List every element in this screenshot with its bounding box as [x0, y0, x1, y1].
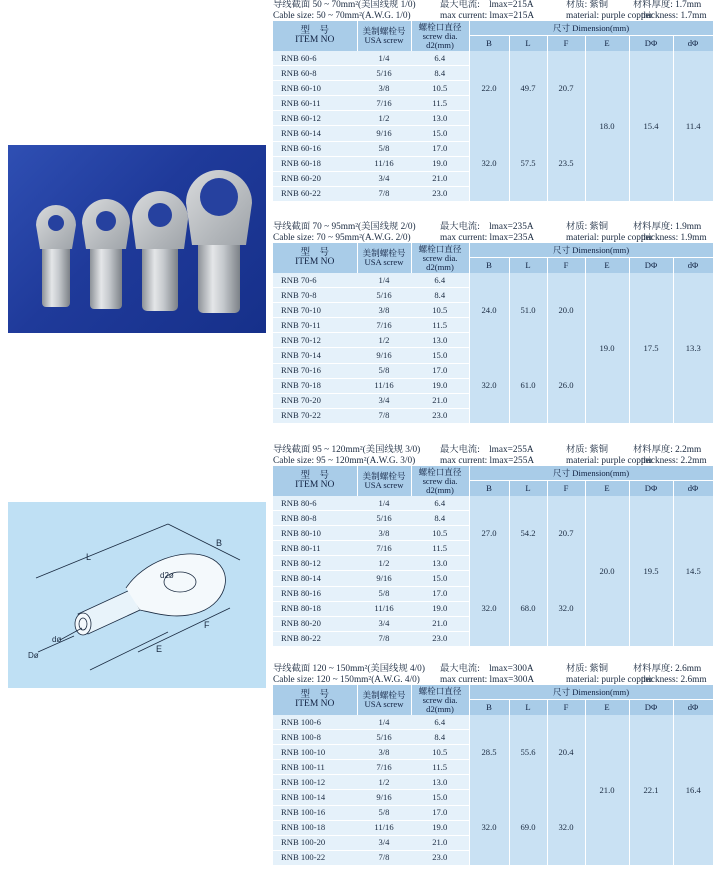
cell-screw: 5/8	[357, 141, 411, 156]
cell-diameter: 23.0	[411, 408, 469, 423]
cell-screw: 7/16	[357, 318, 411, 333]
col-item-no	[273, 466, 357, 496]
col-E: E	[585, 36, 629, 52]
cell-screw: 5/16	[357, 66, 411, 81]
cell-B: 22.0	[469, 51, 509, 126]
cell-model: RNB 100-10	[273, 745, 357, 760]
cell-screw: 5/8	[357, 363, 411, 378]
cell-model: RNB 100-14	[273, 790, 357, 805]
label-L: L	[86, 552, 92, 562]
cell-diameter: 21.0	[411, 616, 469, 631]
col-screw-en: USA screw	[364, 699, 404, 709]
cell-model: RNB 100-16	[273, 805, 357, 820]
cell-D: 17.5	[629, 273, 673, 423]
col-E: E	[585, 258, 629, 274]
spec-section	[273, 664, 713, 866]
cell-model: RNB 80-11	[273, 541, 357, 556]
cell-diameter: 10.5	[411, 303, 469, 318]
cell-diameter: 19.0	[411, 156, 469, 171]
header-material-cn: 材质: 紫铜	[566, 0, 609, 10]
col-D: DΦ	[629, 700, 673, 716]
cell-model: RNB 60-20	[273, 171, 357, 186]
col-dimension: 尺寸 Dimension(mm)	[469, 466, 713, 481]
cell-diameter: 13.0	[411, 775, 469, 790]
col-d: dΦ	[673, 481, 713, 497]
cell-B: 32.0	[469, 348, 509, 423]
cell-screw: 3/4	[357, 393, 411, 408]
cell-diameter: 15.0	[411, 348, 469, 363]
col-item-en: ITEM NO	[295, 257, 335, 267]
cell-screw: 11/16	[357, 378, 411, 393]
cell-model: RNB 70-18	[273, 378, 357, 393]
cell-d: 13.3	[673, 273, 713, 423]
header-thickness-cn: 材料厚度: 1.9mm	[633, 222, 702, 232]
cell-diameter: 11.5	[411, 541, 469, 556]
cell-diameter: 13.0	[411, 556, 469, 571]
cell-B: 32.0	[469, 571, 509, 646]
header-section-en: Cable size: 70 ~ 95mm²(A.W.G. 2/0)	[273, 232, 411, 243]
cell-model: RNB 60-10	[273, 81, 357, 96]
header-material-en: material: purple copper	[566, 674, 653, 685]
label-small-d: dø	[52, 635, 62, 644]
col-dimension: 尺寸 Dimension(mm)	[469, 685, 713, 700]
header-current-cn: 最大电流: lmax=300A	[440, 664, 534, 674]
table-row	[273, 496, 713, 511]
cell-screw: 5/16	[357, 730, 411, 745]
cell-model: RNB 80-22	[273, 631, 357, 646]
cell-diameter: 11.5	[411, 760, 469, 775]
col-dia_en1: screw dia.	[422, 475, 458, 486]
col-d: dΦ	[673, 36, 713, 52]
cell-screw: 1/4	[357, 496, 411, 511]
section-header	[273, 222, 713, 243]
product-photo	[8, 145, 266, 333]
col-L: L	[509, 36, 547, 52]
cell-F: 20.7	[547, 496, 585, 571]
cell-D: 22.1	[629, 715, 673, 865]
header-section-cn: 导线截面 70 ~ 95mm²(美国线规 2/0)	[273, 222, 416, 232]
header-material-cn: 材质: 紫铜	[566, 664, 609, 674]
col-usa-screw	[357, 466, 411, 496]
cell-diameter: 23.0	[411, 850, 469, 865]
cell-D: 19.5	[629, 496, 673, 646]
col-screw-en: USA screw	[364, 257, 404, 267]
cell-diameter: 15.0	[411, 571, 469, 586]
col-screw-cn: 美制螺栓号	[362, 26, 406, 36]
cell-diameter: 19.0	[411, 820, 469, 835]
col-item-cn: 型 号	[300, 26, 329, 36]
cell-L: 57.5	[509, 126, 547, 201]
cell-screw: 5/16	[357, 511, 411, 526]
cell-L: 51.0	[509, 273, 547, 348]
col-item-en: ITEM NO	[295, 699, 335, 709]
cell-diameter: 6.4	[411, 273, 469, 288]
col-item-cn: 型 号	[300, 690, 329, 700]
cell-screw: 3/8	[357, 526, 411, 541]
cell-diameter: 19.0	[411, 378, 469, 393]
cell-diameter: 17.0	[411, 363, 469, 378]
col-screw-dia	[411, 21, 469, 51]
col-dia_cn: 螺栓口直径	[418, 243, 462, 254]
cell-screw: 1/2	[357, 775, 411, 790]
header-material-en: material: purple copper	[566, 455, 653, 466]
cell-screw: 1/4	[357, 715, 411, 730]
cell-screw: 9/16	[357, 790, 411, 805]
header-current-en: max current: lmax=255A	[440, 455, 535, 466]
cell-model: RNB 60-6	[273, 51, 357, 66]
col-E: E	[585, 481, 629, 497]
cell-diameter: 10.5	[411, 745, 469, 760]
cell-screw: 3/8	[357, 81, 411, 96]
cell-F: 26.0	[547, 348, 585, 423]
header-material-en: material: purple copper	[566, 232, 653, 243]
cell-screw: 11/16	[357, 156, 411, 171]
cell-F: 32.0	[547, 571, 585, 646]
cell-D: 15.4	[629, 51, 673, 201]
cell-screw: 5/16	[357, 288, 411, 303]
col-item-cn: 型 号	[300, 471, 329, 481]
section-header	[273, 0, 713, 21]
cell-model: RNB 100-6	[273, 715, 357, 730]
header-current-cn: 最大电流: lmax=255A	[440, 445, 534, 455]
spec-table	[273, 21, 714, 202]
col-item-cn: 型 号	[300, 248, 329, 258]
header-material-cn: 材质: 紫铜	[566, 222, 609, 232]
col-dia_en1: screw dia.	[422, 252, 458, 263]
cell-model: RNB 80-8	[273, 511, 357, 526]
cell-model: RNB 70-8	[273, 288, 357, 303]
cell-L: 61.0	[509, 348, 547, 423]
col-dia_cn: 螺栓口直径	[418, 685, 462, 696]
spec-section	[273, 0, 713, 202]
header-current-cn: 最大电流: lmax=215A	[440, 0, 534, 10]
ring-terminal-diagram	[8, 502, 266, 688]
ring-terminals-image	[8, 145, 266, 333]
cell-model: RNB 70-16	[273, 363, 357, 378]
table-row	[273, 51, 713, 66]
cell-screw: 1/2	[357, 556, 411, 571]
table-row	[273, 715, 713, 730]
header-section-cn: 导线截面 50 ~ 70mm²(美国线规 1/0)	[273, 0, 416, 10]
cell-screw: 1/2	[357, 333, 411, 348]
col-L: L	[509, 700, 547, 716]
col-dia_en2: d2(mm)	[426, 703, 454, 714]
cell-model: RNB 60-22	[273, 186, 357, 201]
cell-diameter: 15.0	[411, 790, 469, 805]
cell-screw: 7/16	[357, 541, 411, 556]
cell-diameter: 13.0	[411, 111, 469, 126]
cell-diameter: 8.4	[411, 511, 469, 526]
col-screw-cn: 美制螺栓号	[362, 471, 406, 481]
col-screw-dia	[411, 685, 469, 715]
cell-screw: 11/16	[357, 820, 411, 835]
cell-diameter: 8.4	[411, 730, 469, 745]
cell-model: RNB 60-12	[273, 111, 357, 126]
col-E: E	[585, 700, 629, 716]
cell-d: 14.5	[673, 496, 713, 646]
cell-L: 55.6	[509, 715, 547, 790]
cell-diameter: 13.0	[411, 333, 469, 348]
col-dia_en2: d2(mm)	[426, 39, 454, 50]
cell-model: RNB 70-11	[273, 318, 357, 333]
spec-table	[273, 243, 714, 424]
header-current-en: max current: lmax=235A	[440, 232, 535, 243]
cell-model: RNB 80-10	[273, 526, 357, 541]
cell-model: RNB 60-14	[273, 126, 357, 141]
cell-model: RNB 80-6	[273, 496, 357, 511]
label-B: B	[216, 538, 223, 548]
cell-screw: 1/2	[357, 111, 411, 126]
col-L: L	[509, 258, 547, 274]
header-thickness-en: thickness: 1.7mm	[641, 10, 707, 21]
cell-diameter: 17.0	[411, 805, 469, 820]
header-thickness-cn: 材料厚度: 2.6mm	[633, 664, 702, 674]
label-F: F	[204, 620, 210, 630]
cell-model: RNB 60-8	[273, 66, 357, 81]
label-E: E	[156, 644, 163, 654]
col-dia_cn: 螺栓口直径	[418, 466, 462, 477]
cell-model: RNB 80-18	[273, 601, 357, 616]
col-D: DΦ	[629, 36, 673, 52]
cell-screw: 7/8	[357, 186, 411, 201]
cell-diameter: 6.4	[411, 496, 469, 511]
header-thickness-en: thickness: 2.2mm	[641, 455, 707, 466]
col-item-en: ITEM NO	[295, 480, 335, 490]
cell-diameter: 19.0	[411, 601, 469, 616]
section-header	[273, 664, 713, 685]
cell-diameter: 17.0	[411, 141, 469, 156]
col-dia_en1: screw dia.	[422, 694, 458, 705]
col-d: dΦ	[673, 700, 713, 716]
header-current-en: max current: lmax=215A	[440, 10, 535, 21]
cell-B: 27.0	[469, 496, 509, 571]
cell-diameter: 6.4	[411, 51, 469, 66]
cell-model: RNB 70-22	[273, 408, 357, 423]
col-item-no	[273, 21, 357, 51]
col-B: B	[469, 258, 509, 274]
cell-diameter: 10.5	[411, 526, 469, 541]
col-screw-en: USA screw	[364, 480, 404, 490]
cell-model: RNB 80-20	[273, 616, 357, 631]
header-section-en: Cable size: 50 ~ 70mm²(A.W.G. 1/0)	[273, 10, 411, 21]
cell-screw: 7/8	[357, 408, 411, 423]
terminal-xlarge	[186, 170, 252, 313]
header-section-en: Cable size: 120 ~ 150mm²(A.W.G. 4/0)	[273, 674, 420, 685]
cell-diameter: 23.0	[411, 186, 469, 201]
col-D: DΦ	[629, 258, 673, 274]
cell-diameter: 8.4	[411, 66, 469, 81]
cell-model: RNB 70-10	[273, 303, 357, 318]
header-thickness-cn: 材料厚度: 1.7mm	[633, 0, 702, 10]
cell-diameter: 11.5	[411, 96, 469, 111]
header-material-en: material: purple copper	[566, 10, 653, 21]
table-row	[273, 273, 713, 288]
cell-model: RNB 60-18	[273, 156, 357, 171]
cell-B: 32.0	[469, 126, 509, 201]
col-screw-cn: 美制螺栓号	[362, 690, 406, 700]
col-item-no	[273, 243, 357, 273]
dimension-drawing	[8, 502, 266, 688]
cell-model: RNB 70-20	[273, 393, 357, 408]
cell-diameter: 11.5	[411, 318, 469, 333]
cell-B: 32.0	[469, 790, 509, 865]
cell-screw: 3/8	[357, 745, 411, 760]
header-material-cn: 材质: 紫铜	[566, 445, 609, 455]
label-big-D: Dø	[28, 651, 39, 660]
cell-model: RNB 100-20	[273, 835, 357, 850]
cell-diameter: 21.0	[411, 393, 469, 408]
cell-model: RNB 80-12	[273, 556, 357, 571]
spec-table	[273, 685, 714, 866]
cell-d: 16.4	[673, 715, 713, 865]
cell-B: 24.0	[469, 273, 509, 348]
cell-screw: 7/8	[357, 850, 411, 865]
cell-L: 68.0	[509, 571, 547, 646]
header-thickness-en: thickness: 1.9mm	[641, 232, 707, 243]
cell-screw: 5/8	[357, 586, 411, 601]
col-dimension: 尺寸 Dimension(mm)	[469, 21, 713, 36]
col-screw-en: USA screw	[364, 35, 404, 45]
col-dia_en2: d2(mm)	[426, 261, 454, 272]
cell-diameter: 17.0	[411, 586, 469, 601]
cell-screw: 11/16	[357, 601, 411, 616]
terminal-large	[132, 191, 188, 311]
col-F: F	[547, 700, 585, 716]
cell-F: 20.4	[547, 715, 585, 790]
cell-model: RNB 100-8	[273, 730, 357, 745]
col-screw-dia	[411, 466, 469, 496]
col-L: L	[509, 481, 547, 497]
col-B: B	[469, 700, 509, 716]
cell-E: 18.0	[585, 51, 629, 201]
col-dia_en1: screw dia.	[422, 30, 458, 41]
col-B: B	[469, 481, 509, 497]
cell-model: RNB 100-18	[273, 820, 357, 835]
cell-screw: 7/16	[357, 96, 411, 111]
cell-F: 23.5	[547, 126, 585, 201]
col-usa-screw	[357, 685, 411, 715]
spec-section	[273, 222, 713, 424]
col-dimension: 尺寸 Dimension(mm)	[469, 243, 713, 258]
cell-screw: 1/4	[357, 51, 411, 66]
col-usa-screw	[357, 21, 411, 51]
terminal-medium	[82, 199, 130, 309]
header-section-cn: 导线截面 120 ~ 150mm²(美国线规 4/0)	[273, 664, 425, 674]
cell-diameter: 6.4	[411, 715, 469, 730]
cell-L: 69.0	[509, 790, 547, 865]
header-section-cn: 导线截面 95 ~ 120mm²(美国线规 3/0)	[273, 445, 421, 455]
col-d: dΦ	[673, 258, 713, 274]
cell-L: 54.2	[509, 496, 547, 571]
cell-diameter: 15.0	[411, 126, 469, 141]
cell-screw: 7/16	[357, 760, 411, 775]
col-screw-dia	[411, 243, 469, 273]
cell-d: 11.4	[673, 51, 713, 201]
col-dia_cn: 螺栓口直径	[418, 21, 462, 32]
cell-F: 20.7	[547, 51, 585, 126]
cell-screw: 1/4	[357, 273, 411, 288]
cell-model: RNB 100-22	[273, 850, 357, 865]
col-dia_en2: d2(mm)	[426, 484, 454, 495]
label-d2: d2ø	[160, 571, 174, 580]
cell-diameter: 21.0	[411, 835, 469, 850]
cell-model: RNB 70-14	[273, 348, 357, 363]
col-usa-screw	[357, 243, 411, 273]
col-D: DΦ	[629, 481, 673, 497]
col-item-en: ITEM NO	[295, 35, 335, 45]
cell-diameter: 23.0	[411, 631, 469, 646]
cell-F: 32.0	[547, 790, 585, 865]
spec-section	[273, 445, 713, 647]
spec-table	[273, 466, 714, 647]
cell-model: RNB 70-6	[273, 273, 357, 288]
col-item-no	[273, 685, 357, 715]
cell-model: RNB 60-16	[273, 141, 357, 156]
col-screw-cn: 美制螺栓号	[362, 248, 406, 258]
cell-model: RNB 100-11	[273, 760, 357, 775]
header-section-en: Cable size: 95 ~ 120mm²(A.W.G. 3/0)	[273, 455, 416, 466]
header-current-cn: 最大电流: lmax=235A	[440, 222, 534, 232]
cell-E: 21.0	[585, 715, 629, 865]
col-F: F	[547, 36, 585, 52]
cell-diameter: 21.0	[411, 171, 469, 186]
cell-screw: 3/4	[357, 616, 411, 631]
header-thickness-en: thickness: 2.6mm	[641, 674, 707, 685]
cell-diameter: 10.5	[411, 81, 469, 96]
col-F: F	[547, 258, 585, 274]
cell-model: RNB 80-14	[273, 571, 357, 586]
col-B: B	[469, 36, 509, 52]
cell-E: 20.0	[585, 496, 629, 646]
cell-model: RNB 100-12	[273, 775, 357, 790]
cell-screw: 9/16	[357, 571, 411, 586]
header-thickness-cn: 材料厚度: 2.2mm	[633, 445, 702, 455]
cell-model: RNB 80-16	[273, 586, 357, 601]
cell-F: 20.0	[547, 273, 585, 348]
terminal-small	[36, 205, 76, 307]
cell-model: RNB 70-12	[273, 333, 357, 348]
col-F: F	[547, 481, 585, 497]
cell-screw: 9/16	[357, 126, 411, 141]
cell-diameter: 8.4	[411, 288, 469, 303]
cell-E: 19.0	[585, 273, 629, 423]
cell-screw: 3/8	[357, 303, 411, 318]
cell-screw: 7/8	[357, 631, 411, 646]
cell-L: 49.7	[509, 51, 547, 126]
cell-screw: 3/4	[357, 835, 411, 850]
header-current-en: max current: lmax=300A	[440, 674, 535, 685]
cell-screw: 9/16	[357, 348, 411, 363]
cell-screw: 5/8	[357, 805, 411, 820]
cell-screw: 3/4	[357, 171, 411, 186]
section-header	[273, 445, 713, 466]
cell-B: 28.5	[469, 715, 509, 790]
cell-model: RNB 60-11	[273, 96, 357, 111]
